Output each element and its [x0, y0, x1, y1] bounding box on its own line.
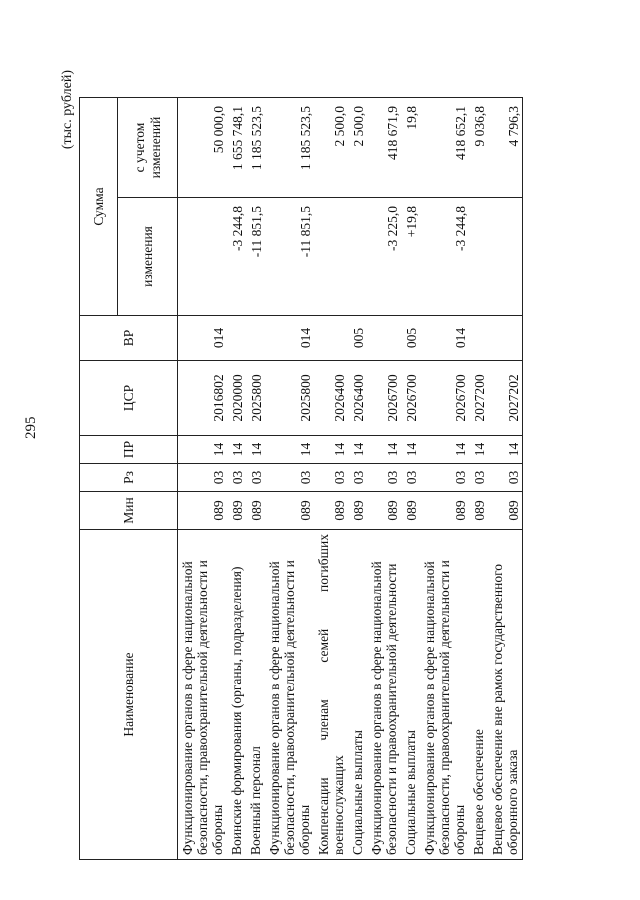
row-min: 089: [246, 492, 265, 530]
row-name: Вещевое обеспечение: [469, 530, 488, 860]
row-rz: 03: [227, 464, 246, 492]
row-name: Компенсации членам семей погибших военнослужащих: [314, 530, 348, 860]
row-pr: 14: [420, 436, 469, 464]
row-rz: 03: [367, 464, 401, 492]
row-rz: 03: [488, 464, 523, 492]
row-changes: -3 244,8: [227, 198, 246, 316]
row-pr: 14: [367, 436, 401, 464]
row-total: 2 500,0: [348, 98, 367, 198]
row-changes: -11 851,5: [265, 198, 314, 316]
row-vr: [314, 316, 348, 361]
table-row: [246, 98, 265, 860]
row-vr: 014: [265, 316, 314, 361]
row-vr: [246, 316, 265, 361]
row-name: Функционирование органов в сфере национальной безопасности, правоохранительной деятельности и обороны: [420, 530, 469, 860]
row-csr: 2026700: [367, 361, 401, 436]
row-total: 1 185 523,5: [246, 98, 265, 198]
row-vr: 014: [420, 316, 469, 361]
table-row: [401, 98, 420, 860]
row-vr: [488, 316, 523, 361]
row-min: 089: [178, 492, 228, 530]
row-min: 089: [401, 492, 420, 530]
row-min: 089: [348, 492, 367, 530]
page-number: 295: [23, 416, 39, 440]
row-changes: [178, 198, 228, 316]
row-min: 089: [469, 492, 488, 530]
header-pr: ПР: [80, 436, 178, 464]
header-sum: Сумма: [80, 98, 118, 316]
header-vr: ВР: [80, 316, 178, 361]
row-changes: [348, 198, 367, 316]
row-rz: 03: [178, 464, 228, 492]
row-vr: 005: [348, 316, 367, 361]
row-csr: 2026400: [314, 361, 348, 436]
table-row: [265, 98, 314, 860]
row-rz: 03: [469, 464, 488, 492]
table-row: [178, 98, 228, 860]
row-csr: 2025800: [246, 361, 265, 436]
row-pr: 14: [227, 436, 246, 464]
row-changes: +19,8: [401, 198, 420, 316]
table-row: [348, 98, 367, 860]
table-row: [420, 98, 469, 860]
row-min: 089: [367, 492, 401, 530]
row-changes: -3 225,0: [367, 198, 401, 316]
row-changes: [488, 198, 523, 316]
row-pr: 14: [265, 436, 314, 464]
row-min: 089: [265, 492, 314, 530]
header-changes: изменения: [118, 198, 178, 316]
row-rz: 03: [265, 464, 314, 492]
row-rz: 03: [348, 464, 367, 492]
row-vr: 005: [401, 316, 420, 361]
table-row: [469, 98, 488, 860]
row-min: 089: [488, 492, 523, 530]
row-vr: [227, 316, 246, 361]
row-csr: 2026400: [348, 361, 367, 436]
row-changes: [469, 198, 488, 316]
row-name: Социальные выплаты: [348, 530, 367, 860]
header-name: Наименование: [80, 530, 178, 860]
row-changes: [314, 198, 348, 316]
row-vr: [367, 316, 401, 361]
row-total: 9 036,8: [469, 98, 488, 198]
row-name: Социальные выплаты: [401, 530, 420, 860]
row-csr: 2025800: [265, 361, 314, 436]
row-pr: 14: [348, 436, 367, 464]
row-name: Функционирование органов в сфере национальной безопасности, правоохранительной деятельности и обороны: [265, 530, 314, 860]
row-csr: 2020000: [227, 361, 246, 436]
header-rz: Рз: [80, 464, 178, 492]
row-min: 089: [314, 492, 348, 530]
row-total: 418 671,9: [367, 98, 401, 198]
row-pr: 14: [469, 436, 488, 464]
row-name: Функционирование органов в сфере национальной безопасности, правоохранительной деятельности и обороны: [178, 530, 228, 860]
row-total: 418 652,1: [420, 98, 469, 198]
header-with-changes: с учетом изменений: [118, 98, 178, 198]
row-min: 089: [227, 492, 246, 530]
row-pr: 14: [401, 436, 420, 464]
row-total: 2 500,0: [314, 98, 348, 198]
row-rz: 03: [420, 464, 469, 492]
units-label: (тыс. рублей): [60, 70, 75, 150]
row-name: Вещевое обеспечение вне рамок государственного оборонного заказа: [488, 530, 523, 860]
table-row: [314, 98, 348, 860]
row-csr: 2026700: [401, 361, 420, 436]
budget-table: [79, 97, 523, 860]
row-pr: 14: [314, 436, 348, 464]
row-vr: 014: [178, 316, 228, 361]
row-pr: 14: [246, 436, 265, 464]
row-changes: -11 851,5: [246, 198, 265, 316]
row-min: 089: [420, 492, 469, 530]
header-min: Мин: [80, 492, 178, 530]
row-csr: 2026700: [420, 361, 469, 436]
row-total: 4 796,3: [488, 98, 523, 198]
table-row: [488, 98, 523, 860]
row-pr: 14: [488, 436, 523, 464]
budget-sheet: [55, 40, 575, 860]
row-total: 1 185 523,5: [265, 98, 314, 198]
row-vr: [469, 316, 488, 361]
row-rz: 03: [246, 464, 265, 492]
row-changes: -3 244,8: [420, 198, 469, 316]
row-total: 19,8: [401, 98, 420, 198]
row-name: Воинские формирования (органы, подразделения): [227, 530, 246, 860]
row-name: Военный персонал: [246, 530, 265, 860]
row-pr: 14: [178, 436, 228, 464]
row-csr: 2027200: [469, 361, 488, 436]
table-row: [227, 98, 246, 860]
row-name: Функционирование органов в сфере национальной безопасности и правоохранительной деятельности: [367, 530, 401, 860]
header-csr: ЦСР: [80, 361, 178, 436]
row-rz: 03: [401, 464, 420, 492]
row-rz: 03: [314, 464, 348, 492]
row-total: 1 655 748,1: [227, 98, 246, 198]
row-csr: 2016802: [178, 361, 228, 436]
row-total: 50 000,0: [178, 98, 228, 198]
table-row: [367, 98, 401, 860]
row-csr: 2027202: [488, 361, 523, 436]
